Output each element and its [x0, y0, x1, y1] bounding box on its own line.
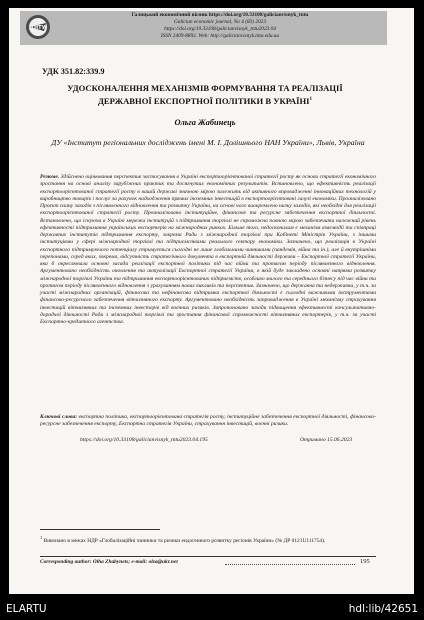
author-name: Ольга Жабинець	[174, 118, 236, 127]
abstract	[40, 174, 376, 326]
university-logo-icon	[25, 14, 51, 40]
keywords-label: Ключові слова:	[40, 414, 78, 420]
journal-doi-line[interactable]: https://doi.org/10.33108/galicianvisnyk_tntu2023.04	[164, 26, 276, 32]
title-footnote-mark: 1	[309, 97, 312, 102]
logo-text: ТНТУ	[30, 25, 46, 31]
author-affiliation: ДУ «Інститут регіональних досліджень імені М. І. Долішнього НАН України», Львів, Україна	[51, 138, 365, 147]
repository-label[interactable]: ELARTU	[6, 603, 47, 615]
abstract-label: Резюме.	[40, 174, 60, 180]
journal-info	[70, 12, 370, 40]
footnote-mark: 1	[40, 535, 43, 540]
title-line-1: УДОСКОНАЛЕННЯ МЕХАНІЗМІВ ФОРМУВАННЯ ТА РЕАЛІЗАЦІЇ	[67, 83, 343, 93]
title-line-2: ДЕРЖАВНОЇ ЕКСПОРТНОЇ ПОЛІТИКИ В УКРАЇНІ$^1$	[98, 95, 312, 106]
corresponding-divider	[40, 556, 376, 557]
keywords-text: експортна політика, експортоорієнтована стратегія росту, інституційне забезпечення експортної діяльності, фінансово-ресурсне забезпечення експорту, Експортна стратегія України, страхування інвестицій, воєнні ризики.	[40, 414, 376, 428]
footnote-divider	[40, 529, 160, 530]
journal-en-line: Galician economic journal, No 4 (83) 2023	[174, 19, 266, 25]
corresponding-author: Corresponding author: Olha Zhabynets; e-mail: olza@ukr.net	[40, 559, 178, 565]
journal-line: Галицький економічний вісник https://doi.org/10.33108/galicianvisnyk_tntu	[131, 12, 309, 18]
udk-code: УДК 351.82:339.9	[42, 67, 105, 76]
received-date: Отримано 15.06.2023	[300, 437, 353, 443]
abstract-text: Здійснено оцінювання перспектив застосування в Україні експортоорієнтованої стратегії росту як основи стратегії економічного зростання на основі аналізу зарубіжних практик та досягнутих економічних результатів. Встановлено, що ефективність реалізації експортоорієнтованої стратегії росту в вашій державі значною мірою залежить від активного впровадженні інноваційних технологій у виробництво товарів і послуг за рахунок надходження прямих іноземних інвестицій в експортоорієнтовані галузі економіки. Проаналізовано Проєкт плану заходів з післявоєнного відновлення та розвитку України, на основі чого виокремлено низку заходів, які необхідні для реалізації експортоорієнтованої стратегії росту. Проаналізовано інституційне, фінансове та ресурсне забезпечення експортної діяльності. Встановлено, що існуюча в Україні мережа інституцій з підтримання торгівлі не спроможна повною мірою забезпечити належний рівень ефективності підтримання українських експортерів на міжнародних ринках. Більше того, недосконалим є механізм взаємодії та співпраці державних інститутів підтримання експорту, зокрема Ради з міжнародної торгівлі при Кабінеті Міністрів України, з іншими інституціями у сфері міжнародної торгівлі та підприємствами реального сектору економіки. Зазначено, що реалізація в Україні експортного підтримуючого потенціалу стримується сьогодні не лише глобальними чинниками (пандемія, війна та ін.), але й внутрішніми перепонами, серед яких, зокрема, відсутність стратегічного документа в експортній діяльності держави – Експортної стратегії України, яка б окреслювала основні засади реалізації експортної політики під час війни та протягом періоду післявоєнного відновлення. Аргументовано необхідність оновлення та актуалізації Експортної стратегії України, в якій буде закладено основні напрями розвитку міжнародної торгівлі України та підтримання експортоорієнтованих підприємств, особливо малого та середнього бізнесу під час війни та протягом періоду післявоєнного відновлення з урахуванням нових викликів та перспектив. Зазначено, що державна та недержавна, у т.ч. за участі міжнародних організацій, фінансова та нефінансова підтримка експортної діяльності є сьогодні важливими інструментами фінансово-ресурсного забезпечення вітчизняного експорту. Аргументовано необхідність запровадження в Україні механізму страхування інвестицій вітчизняних та іноземних інвесторів від воєнних ризиків. Запропоновано заходи підвищення ефективності консультативно-дорадчої діяльності Ради з міжнародної торгівлі та зростання фінансової спроможності вітчизняних експортерів, у т.ч. за участі Експортно-кредитного агентства.	[40, 174, 376, 325]
article-title	[30, 82, 380, 107]
dot-leader	[225, 564, 355, 565]
footnote-text: Виконано в межах НДР «Глобалізаційні чинники та ризики ендогенного розвитку регіонів України» (№ ДР 0121U111754).	[43, 537, 326, 544]
keywords	[40, 414, 376, 429]
handle-label[interactable]: hdl:lib/42651	[348, 603, 418, 615]
page-number: 195	[360, 558, 370, 565]
journal-issn-line: ISSN 2409-8892. Web: http://galicianvisnyk.tntu.edu.ua	[160, 33, 280, 39]
footnote	[40, 534, 370, 545]
article-doi-link[interactable]: https://doi.org/10.33108/galicianvisnyk_tntu2023.04.195	[80, 437, 208, 443]
